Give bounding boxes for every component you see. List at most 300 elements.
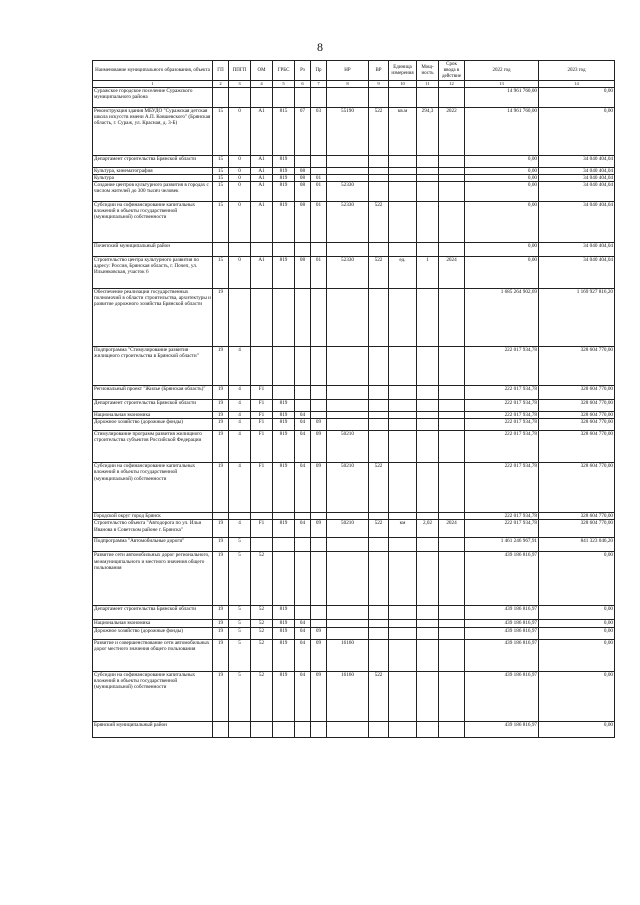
- table-cell: 19: [213, 627, 229, 639]
- table-cell: 222 017 934,78: [465, 463, 539, 513]
- table-cell: [295, 552, 311, 606]
- table-cell: [295, 87, 311, 107]
- column-number: 13: [465, 81, 539, 88]
- row-name-cell: Брянский муниципальный район: [93, 721, 213, 737]
- column-number: 4: [251, 81, 273, 88]
- column-header: Рз: [295, 61, 311, 81]
- table-cell: 34 040 404,04: [539, 256, 615, 288]
- table-cell: [439, 419, 465, 431]
- table-cell: 19: [213, 520, 229, 538]
- table-row: [93, 385, 615, 399]
- table-cell: [439, 174, 465, 181]
- table-cell: [439, 242, 465, 256]
- table-cell: [327, 620, 369, 627]
- table-cell: 14 961 760,00: [465, 107, 539, 155]
- table-cell: [439, 627, 465, 639]
- table-cell: [439, 552, 465, 606]
- table-cell: [311, 411, 327, 418]
- table-cell: [369, 627, 389, 639]
- table-cell: [389, 181, 417, 201]
- table-cell: А1: [251, 155, 273, 167]
- table-cell: 819: [273, 167, 295, 174]
- table-cell: 819: [273, 627, 295, 639]
- table-cell: 328 604 770,00: [539, 463, 615, 513]
- table-cell: 19: [213, 671, 229, 721]
- table-cell: [369, 431, 389, 463]
- column-number: 1: [93, 81, 213, 88]
- table-cell: А1: [251, 167, 273, 174]
- table-cell: [273, 346, 295, 385]
- table-cell: кв.м: [389, 107, 417, 155]
- table-cell: [417, 87, 439, 107]
- table-cell: [417, 431, 439, 463]
- table-cell: 0,00: [539, 606, 615, 620]
- table-cell: 328 604 770,00: [539, 520, 615, 538]
- row-name-cell: Обеспечение реализации государственных полномочий в области строительства, архитектуры и развитие дорожного хозяйства Брянской области: [93, 288, 213, 346]
- table-cell: [389, 87, 417, 107]
- table-cell: 52: [251, 627, 273, 639]
- table-cell: 34 040 404,04: [539, 174, 615, 181]
- table-cell: 15: [213, 201, 229, 242]
- table-cell: [389, 288, 417, 346]
- row-name-cell: Субсидии на софинансирование капитальных вложений в объекты государственной (муниципальной) собственности: [93, 463, 213, 513]
- table-cell: [439, 201, 465, 242]
- table-cell: 815: [273, 107, 295, 155]
- table-cell: 0: [229, 155, 251, 167]
- table-cell: [439, 155, 465, 167]
- table-cell: [327, 419, 369, 431]
- row-name-cell: Стимулирование программ развития жилищного строительства субъектов Российской Федерации: [93, 431, 213, 463]
- table-row: [93, 242, 615, 256]
- table-cell: 819: [273, 201, 295, 242]
- table-cell: [439, 639, 465, 671]
- table-cell: 819: [273, 419, 295, 431]
- table-cell: [327, 411, 369, 418]
- table-cell: 19: [213, 463, 229, 513]
- column-number: 7: [311, 81, 327, 88]
- column-header: Мощ-ность: [417, 61, 439, 81]
- table-cell: [369, 242, 389, 256]
- budget-table: [92, 60, 615, 738]
- table-cell: 328 604 770,00: [539, 431, 615, 463]
- table-cell: 5: [229, 552, 251, 606]
- table-cell: [439, 399, 465, 411]
- table-row: [93, 167, 615, 174]
- table-cell: 0,00: [465, 201, 539, 242]
- table-cell: [417, 181, 439, 201]
- table-cell: 222 017 934,78: [465, 520, 539, 538]
- table-cell: 1 461 246 967,91: [465, 538, 539, 552]
- column-number: 2: [213, 81, 229, 88]
- table-cell: [327, 155, 369, 167]
- column-number: 5: [273, 81, 295, 88]
- table-cell: [389, 627, 417, 639]
- table-cell: 19: [213, 288, 229, 346]
- table-cell: 04: [295, 419, 311, 431]
- table-cell: [327, 346, 369, 385]
- table-cell: 4: [229, 431, 251, 463]
- column-number: 8: [327, 81, 369, 88]
- table-cell: 522: [369, 107, 389, 155]
- table-row: [93, 463, 615, 513]
- table-cell: [213, 242, 229, 256]
- table-cell: 439 186 816,97: [465, 620, 539, 627]
- table-cell: [327, 552, 369, 606]
- table-cell: км: [389, 520, 417, 538]
- table-cell: [369, 552, 389, 606]
- table-cell: [229, 721, 251, 737]
- table-cell: 04: [295, 411, 311, 418]
- table-cell: [417, 346, 439, 385]
- table-cell: 50210: [327, 520, 369, 538]
- table-cell: [417, 411, 439, 418]
- row-name-cell: Региональный проект "Жилье (Брянская область)": [93, 385, 213, 399]
- table-cell: [439, 513, 465, 520]
- table-cell: [389, 346, 417, 385]
- row-name-cell: Строительство центра культурного развития по адресу: Россия, Брянская область, г. Почеп, ул. Ильинковская, участок 6: [93, 256, 213, 288]
- table-cell: 52: [251, 552, 273, 606]
- table-cell: [417, 174, 439, 181]
- column-number: 9: [369, 81, 389, 88]
- column-number: 12: [439, 81, 465, 88]
- table-cell: [369, 167, 389, 174]
- table-cell: [417, 167, 439, 174]
- row-name-cell: Городской округ город Брянск: [93, 513, 213, 520]
- table-cell: 50210: [327, 463, 369, 513]
- table-cell: 294,3: [417, 107, 439, 155]
- table-cell: [389, 167, 417, 174]
- row-name-cell: Национальная экономика: [93, 620, 213, 627]
- table-cell: 0,00: [539, 721, 615, 737]
- table-cell: [439, 538, 465, 552]
- table-cell: 08: [295, 174, 311, 181]
- table-cell: 04: [295, 463, 311, 513]
- table-cell: [369, 620, 389, 627]
- table-cell: 52: [251, 620, 273, 627]
- table-cell: 01: [311, 256, 327, 288]
- table-cell: [273, 552, 295, 606]
- table-cell: [273, 385, 295, 399]
- table-cell: [417, 385, 439, 399]
- row-name-cell: Реконструкция здания МБУДО "Суражская детская школа искусств имени А.П. Ковшевского" (Брянская область, г. Сураж, ул. Красная, д. 3-Б): [93, 107, 213, 155]
- column-header: 2022 год: [465, 61, 539, 81]
- row-name-cell: Департамент строительства Брянской области: [93, 399, 213, 411]
- table-cell: [417, 419, 439, 431]
- table-cell: [273, 721, 295, 737]
- table-cell: А1: [251, 174, 273, 181]
- table-cell: 0: [229, 174, 251, 181]
- table-cell: 522: [369, 671, 389, 721]
- table-cell: [213, 513, 229, 520]
- table-cell: 0: [229, 256, 251, 288]
- table-row: [93, 520, 615, 538]
- table-row: [93, 155, 615, 167]
- table-cell: [389, 671, 417, 721]
- table-cell: [311, 513, 327, 520]
- table-cell: [439, 606, 465, 620]
- table-cell: 819: [273, 520, 295, 538]
- table-cell: 34 040 404,04: [539, 167, 615, 174]
- table-cell: [439, 346, 465, 385]
- table-cell: [389, 419, 417, 431]
- table-cell: 328 604 770,00: [539, 411, 615, 418]
- table-cell: 34 040 404,04: [539, 242, 615, 256]
- table-cell: 222 017 934,78: [465, 419, 539, 431]
- table-row: [93, 606, 615, 620]
- table-cell: [311, 288, 327, 346]
- table-cell: [295, 606, 311, 620]
- table-cell: 439 186 816,97: [465, 721, 539, 737]
- table-cell: [369, 87, 389, 107]
- table-cell: [229, 288, 251, 346]
- header-row: [93, 61, 615, 81]
- table-cell: [389, 242, 417, 256]
- table-cell: 439 186 816,97: [465, 639, 539, 671]
- table-cell: [295, 538, 311, 552]
- table-cell: F1: [251, 411, 273, 418]
- table-cell: 19: [213, 639, 229, 671]
- table-cell: 819: [273, 431, 295, 463]
- table-cell: [327, 167, 369, 174]
- table-row: [93, 671, 615, 721]
- row-name-cell: Суражское городское поселение Суражского муниципального района: [93, 87, 213, 107]
- table-cell: [273, 288, 295, 346]
- table-cell: F1: [251, 520, 273, 538]
- table-cell: 522: [369, 201, 389, 242]
- table-cell: 222 017 934,78: [465, 513, 539, 520]
- table-cell: [229, 242, 251, 256]
- table-cell: [311, 399, 327, 411]
- table-cell: 222 017 934,78: [465, 346, 539, 385]
- table-cell: 439 186 816,97: [465, 671, 539, 721]
- table-cell: 0,00: [539, 620, 615, 627]
- row-name-cell: Строительство объекта "Автодорога по ул. Ильи Иванова в Советском районе г. Брянска": [93, 520, 213, 538]
- table-row: [93, 627, 615, 639]
- table-cell: 1 685 264 902,69: [465, 288, 539, 346]
- table-cell: [229, 513, 251, 520]
- table-cell: А1: [251, 181, 273, 201]
- row-name-cell: Культура: [93, 174, 213, 181]
- table-cell: 819: [273, 174, 295, 181]
- table-cell: [295, 288, 311, 346]
- table-cell: 5: [229, 627, 251, 639]
- table-cell: [311, 721, 327, 737]
- table-cell: [389, 155, 417, 167]
- table-cell: [251, 346, 273, 385]
- row-name-cell: Субсидии на софинансирование капитальных вложений в объекты государственной (муниципальной) собственности: [93, 671, 213, 721]
- table-cell: [417, 513, 439, 520]
- table-cell: [389, 399, 417, 411]
- table-cell: 15: [213, 256, 229, 288]
- table-cell: F1: [251, 463, 273, 513]
- table-cell: 0,00: [465, 256, 539, 288]
- table-cell: [327, 627, 369, 639]
- table-cell: [389, 431, 417, 463]
- row-name-cell: Культура, кинематография: [93, 167, 213, 174]
- table-cell: F1: [251, 385, 273, 399]
- table-body: [93, 87, 615, 737]
- table-cell: [295, 155, 311, 167]
- table-cell: [389, 606, 417, 620]
- table-cell: [311, 242, 327, 256]
- table-row: [93, 288, 615, 346]
- table-cell: 0: [229, 107, 251, 155]
- table-cell: 222 017 934,78: [465, 411, 539, 418]
- table-cell: [417, 242, 439, 256]
- table-cell: [251, 288, 273, 346]
- table-cell: 819: [273, 155, 295, 167]
- table-cell: 52: [251, 639, 273, 671]
- table-cell: 2024: [439, 256, 465, 288]
- table-cell: 15: [213, 107, 229, 155]
- table-row: [93, 431, 615, 463]
- column-header: Срок ввода в действие: [439, 61, 465, 81]
- table-cell: [369, 155, 389, 167]
- table-cell: 439 186 816,97: [465, 606, 539, 620]
- column-number: 11: [417, 81, 439, 88]
- table-row: [93, 201, 615, 242]
- table-cell: ед.: [389, 256, 417, 288]
- table-cell: [295, 399, 311, 411]
- table-cell: 15: [213, 181, 229, 201]
- table-cell: [213, 721, 229, 737]
- table-cell: 0,00: [465, 167, 539, 174]
- table-cell: 16160: [327, 671, 369, 721]
- table-cell: 5: [229, 620, 251, 627]
- column-number: 6: [295, 81, 311, 88]
- table-cell: [295, 721, 311, 737]
- column-number: 10: [389, 81, 417, 88]
- table-row: [93, 721, 615, 737]
- table-cell: [273, 538, 295, 552]
- column-header: НР: [327, 61, 369, 81]
- table-cell: [369, 385, 389, 399]
- table-cell: [389, 385, 417, 399]
- table-cell: 19: [213, 399, 229, 411]
- table-cell: 819: [273, 639, 295, 671]
- table-cell: 03: [311, 107, 327, 155]
- table-cell: 222 017 934,78: [465, 385, 539, 399]
- table-cell: [369, 399, 389, 411]
- table-cell: 19: [213, 552, 229, 606]
- column-header: ВР: [369, 61, 389, 81]
- table-cell: [439, 87, 465, 107]
- row-name-cell: Департамент строительства Брянской области: [93, 606, 213, 620]
- table-cell: [389, 639, 417, 671]
- table-cell: 0,00: [465, 155, 539, 167]
- table-cell: [327, 513, 369, 520]
- table-cell: 1 169 927 816,20: [539, 288, 615, 346]
- table-cell: [389, 411, 417, 418]
- table-cell: [417, 671, 439, 721]
- table-cell: 4: [229, 463, 251, 513]
- table-cell: 55190: [327, 107, 369, 155]
- page-number: 8: [317, 40, 323, 54]
- table-cell: 2022: [439, 107, 465, 155]
- table-cell: 19: [213, 431, 229, 463]
- table-cell: 522: [369, 463, 389, 513]
- table-cell: 2024: [439, 520, 465, 538]
- table-cell: 04: [295, 520, 311, 538]
- table-cell: 819: [273, 256, 295, 288]
- table-cell: 52330: [327, 201, 369, 242]
- table-cell: [251, 538, 273, 552]
- table-cell: 19: [213, 411, 229, 418]
- table-row: [93, 399, 615, 411]
- table-cell: [327, 385, 369, 399]
- table-cell: 328 604 770,00: [539, 513, 615, 520]
- table-cell: 04: [295, 620, 311, 627]
- table-cell: [389, 721, 417, 737]
- table-cell: 01: [311, 181, 327, 201]
- table-row: [93, 552, 615, 606]
- column-header: Единица измерения: [389, 61, 417, 81]
- column-header: Наименование муниципального образования, объекта: [93, 61, 213, 81]
- column-header: 2023 год: [539, 61, 615, 81]
- table-row: [93, 346, 615, 385]
- table-cell: 09: [311, 639, 327, 671]
- table-cell: 439 186 816,97: [465, 552, 539, 606]
- table-row: [93, 620, 615, 627]
- table-cell: 5: [229, 639, 251, 671]
- table-cell: 819: [273, 671, 295, 721]
- table-cell: 222 017 934,78: [465, 399, 539, 411]
- table-cell: 08: [295, 256, 311, 288]
- table-row: [93, 419, 615, 431]
- table-cell: 439 186 816,97: [465, 627, 539, 639]
- table-cell: [439, 431, 465, 463]
- table-cell: 52330: [327, 256, 369, 288]
- table-cell: 34 040 404,04: [539, 155, 615, 167]
- table-cell: [417, 463, 439, 513]
- table-cell: 819: [273, 181, 295, 201]
- table-cell: 15: [213, 155, 229, 167]
- table-cell: 1: [417, 256, 439, 288]
- table-cell: 522: [369, 520, 389, 538]
- table-cell: [369, 411, 389, 418]
- table-cell: 09: [311, 520, 327, 538]
- table-cell: 08: [295, 181, 311, 201]
- table-cell: 09: [311, 431, 327, 463]
- table-cell: 819: [273, 411, 295, 418]
- table-cell: [213, 87, 229, 107]
- table-cell: 0: [229, 167, 251, 174]
- table-cell: 50210: [327, 431, 369, 463]
- table-cell: [229, 87, 251, 107]
- table-cell: [417, 538, 439, 552]
- table-cell: 2,02: [417, 520, 439, 538]
- table-cell: 0,00: [539, 107, 615, 155]
- table-row: [93, 513, 615, 520]
- table-cell: [251, 513, 273, 520]
- table-cell: F1: [251, 399, 273, 411]
- table-cell: [369, 346, 389, 385]
- row-name-cell: Дорожное хозяйство (дорожные фонды): [93, 627, 213, 639]
- table-row: [93, 87, 615, 107]
- row-name-cell: Национальная экономика: [93, 411, 213, 418]
- table-cell: [417, 288, 439, 346]
- table-cell: F1: [251, 431, 273, 463]
- table-cell: 328 604 770,00: [539, 399, 615, 411]
- table-cell: 0,00: [539, 627, 615, 639]
- table-cell: [369, 606, 389, 620]
- column-number: 14: [539, 81, 615, 88]
- table-cell: 01: [311, 201, 327, 242]
- table-cell: [327, 174, 369, 181]
- table-row: [93, 107, 615, 155]
- table-cell: 34 040 404,04: [539, 201, 615, 242]
- table-cell: 04: [295, 671, 311, 721]
